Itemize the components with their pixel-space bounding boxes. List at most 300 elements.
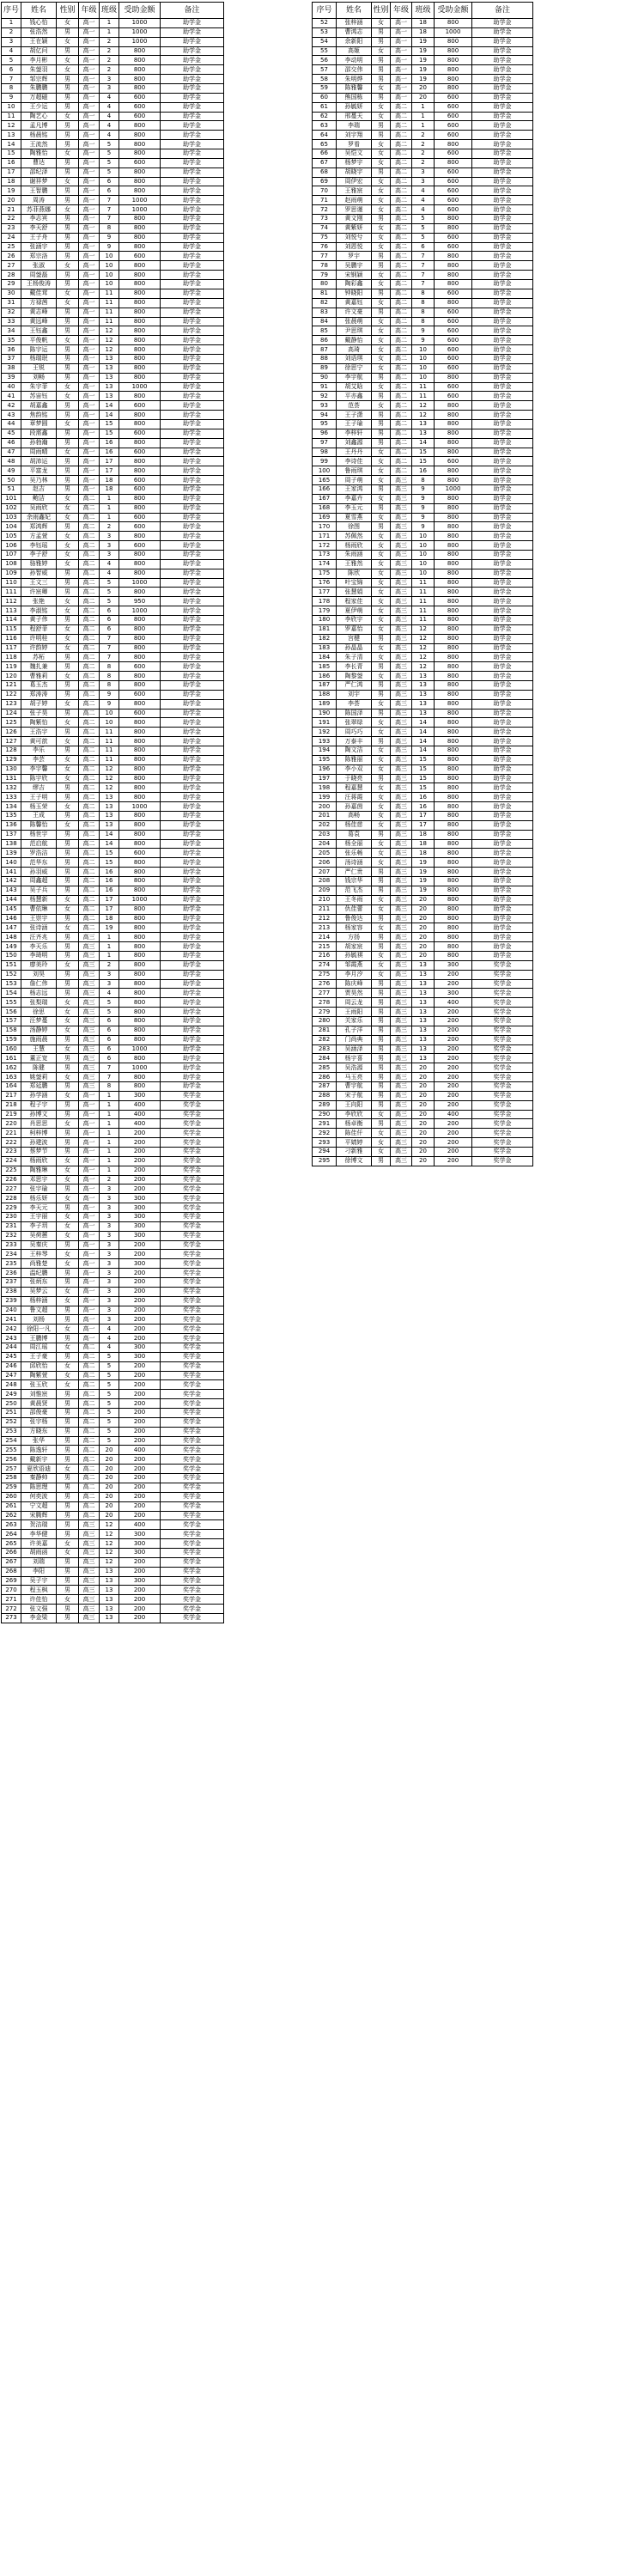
grade-cell: 高一 [79,102,100,112]
remark-cell: 助学金 [161,774,224,783]
class-cell: 13 [100,373,119,382]
table-row [2,1100,224,1110]
remark-cell: 助学金 [472,709,533,718]
table-row [2,1296,224,1306]
gender-cell: 女 [372,793,391,802]
class-cell: 14 [412,728,435,737]
name-cell: 邹宗辉 [21,75,57,84]
table-row [2,933,224,942]
gender-cell: 男 [57,131,79,140]
gender-cell: 女 [372,849,391,858]
table-row [313,252,533,261]
name-cell: 夏欣语迪 [21,1465,57,1474]
remark-cell: 助学金 [472,812,533,821]
remark-cell: 助学金 [472,466,533,476]
table-row [2,989,224,998]
class-cell: 11 [412,597,435,606]
class-cell: 3 [100,1194,119,1203]
amount-cell: 800 [119,783,161,793]
name-cell: 吴梦云 [21,1287,57,1296]
amount-cell: 800 [119,242,161,252]
table-row [2,1184,224,1194]
grade-cell: 高三 [391,1008,412,1017]
gender-cell: 女 [372,1147,391,1156]
gender-cell: 女 [372,578,391,588]
grade-cell: 高一 [79,326,100,336]
index-cell: 19 [2,186,21,196]
class-cell: 8 [100,662,119,672]
gender-cell: 女 [57,448,79,457]
grade-cell: 高二 [79,1343,100,1353]
index-cell: 254 [2,1436,21,1446]
remark-cell: 奖学金 [161,1175,224,1184]
gender-cell: 男 [57,1129,79,1138]
amount-cell: 600 [119,252,161,261]
class-cell: 17 [100,457,119,466]
gender-cell: 女 [57,960,79,970]
table-row [313,662,533,672]
amount-cell: 400 [435,998,472,1008]
grade-cell: 高三 [391,877,412,886]
grade-cell: 高二 [79,1465,100,1474]
index-cell: 130 [2,764,21,774]
name-cell: 李宇航 [337,373,372,382]
class-cell: 1 [100,1147,119,1156]
index-cell: 274 [313,960,337,970]
amount-cell: 200 [119,1595,161,1605]
gender-cell: 女 [372,401,391,411]
index-cell: 141 [2,868,21,877]
class-cell: 5 [100,578,119,588]
index-cell: 257 [2,1465,21,1474]
table-row [313,690,533,699]
name-cell: 刘悦兮 [337,233,372,242]
class-cell: 1 [100,951,119,960]
amount-cell: 200 [119,1492,161,1501]
table-row [313,1138,533,1148]
gender-cell: 男 [372,1100,391,1110]
gender-cell: 男 [372,56,391,65]
index-cell: 1 [2,19,21,28]
grade-cell: 高二 [391,298,412,308]
table-row [2,737,224,746]
grade-cell: 高二 [391,271,412,280]
gender-cell: 女 [372,923,391,933]
amount-cell: 1000 [119,37,161,46]
grade-cell: 高二 [79,606,100,616]
amount-cell: 600 [435,177,472,186]
grade-cell: 高三 [79,1081,100,1091]
grade-cell: 高三 [79,1073,100,1082]
amount-cell: 800 [435,746,472,756]
name-cell: 熊国栋 [337,93,372,102]
name-cell: 张慧娟 [337,588,372,597]
class-cell: 6 [100,1026,119,1035]
class-cell: 19 [412,65,435,75]
class-cell: 3 [100,1306,119,1315]
gender-cell: 男 [57,1035,79,1044]
index-cell: 241 [2,1315,21,1325]
name-cell: 苏菲燕娜 [21,205,57,215]
table-row [2,429,224,438]
amount-cell: 200 [119,1409,161,1418]
name-cell: 周蓥磊 [21,271,57,280]
remark-cell: 助学金 [161,728,224,737]
index-cell: 143 [2,886,21,895]
table-row [313,1119,533,1129]
index-cell: 133 [2,793,21,802]
amount-cell: 200 [435,1138,472,1148]
remark-cell: 助学金 [472,75,533,84]
name-cell: 徐图 [337,522,372,532]
amount-cell: 400 [435,1110,472,1119]
index-cell: 184 [313,653,337,662]
remark-cell: 助学金 [161,75,224,84]
grade-cell: 高三 [391,559,412,569]
table-row [313,167,533,177]
class-cell: 3 [100,1221,119,1231]
class-cell: 4 [100,102,119,112]
name-cell: 朱宇菲 [21,382,57,392]
index-cell: 256 [2,1455,21,1465]
name-cell: 戴新宇 [21,1455,57,1465]
amount-cell: 800 [435,728,472,737]
amount-cell: 800 [435,56,472,65]
index-cell: 195 [313,755,337,764]
index-cell: 175 [313,569,337,578]
gender-cell: 男 [57,681,79,691]
class-cell: 20 [412,93,435,102]
index-cell: 91 [313,382,337,392]
remark-cell: 助学金 [161,112,224,121]
gender-cell: 男 [57,476,79,485]
index-cell: 113 [2,606,21,616]
remark-cell: 助学金 [472,233,533,242]
grade-cell: 高二 [391,215,412,224]
name-cell: 李阳 [21,1567,57,1576]
table-row [2,233,224,242]
class-cell: 18 [412,849,435,858]
index-cell: 223 [2,1147,21,1156]
class-cell: 5 [100,158,119,167]
table-row [313,336,533,345]
grade-cell: 高一 [391,84,412,94]
table-row [313,121,533,131]
class-cell: 5 [100,1361,119,1371]
grade-cell: 高二 [391,112,412,121]
class-cell: 17 [412,812,435,821]
amount-cell: 800 [119,755,161,764]
gender-cell: 女 [57,634,79,643]
grade-cell: 高三 [391,1119,412,1129]
amount-cell: 800 [435,503,472,513]
remark-cell: 奖学金 [472,1054,533,1063]
amount-cell: 200 [119,1427,161,1436]
table-row [2,1548,224,1557]
grade-cell: 高二 [391,121,412,131]
gender-cell: 女 [57,904,79,914]
amount-cell: 800 [119,960,161,970]
table-row [2,709,224,718]
gender-cell: 女 [57,112,79,121]
grade-cell: 高三 [391,616,412,625]
grade-cell: 高二 [79,1352,100,1361]
gender-cell: 男 [57,140,79,149]
gender-cell: 女 [57,1194,79,1203]
class-cell: 9 [412,503,435,513]
name-cell: 程嘉慧 [337,783,372,793]
remark-cell: 助学金 [472,886,533,895]
class-cell: 13 [100,793,119,802]
name-cell: 万泰丰 [337,737,372,746]
index-cell: 132 [2,783,21,793]
name-cell: 方孟萱 [21,532,57,541]
class-cell: 12 [100,326,119,336]
amount-cell: 200 [435,1100,472,1110]
class-cell: 20 [100,1511,119,1520]
index-cell: 2 [2,27,21,37]
table-row [2,746,224,756]
class-cell: 20 [412,1100,435,1110]
gender-cell: 女 [57,1231,79,1240]
name-cell: 宋钢颖 [337,271,372,280]
name-cell: 黄紫妍 [337,223,372,233]
name-cell: 张子昊 [21,709,57,718]
index-cell: 217 [2,1091,21,1100]
grade-cell: 高二 [391,252,412,261]
class-cell: 13 [100,392,119,401]
index-cell: 288 [313,1091,337,1100]
table-row [2,186,224,196]
class-cell: 18 [412,27,435,37]
index-cell: 13 [2,131,21,140]
table-row [313,820,533,830]
index-cell: 171 [313,532,337,541]
table-row [313,401,533,411]
name-cell: 王文三 [21,578,57,588]
remark-cell: 奖学金 [161,1446,224,1455]
remark-cell: 助学金 [472,830,533,839]
remark-cell: 助学金 [161,793,224,802]
table-row [2,1361,224,1371]
name-cell: 夏伊萌 [337,606,372,616]
grade-cell: 高三 [391,989,412,998]
index-cell: 283 [313,1044,337,1054]
remark-cell: 助学金 [161,149,224,159]
index-cell: 76 [313,242,337,252]
amount-cell: 800 [119,261,161,271]
grade-cell: 高二 [79,597,100,606]
index-cell: 119 [2,662,21,672]
name-cell: 许佳怡 [21,1595,57,1605]
name-cell: 王子舟 [21,233,57,242]
index-cell: 214 [313,933,337,942]
table-row [313,177,533,186]
grade-cell: 高一 [79,1091,100,1100]
amount-cell: 200 [435,1054,472,1063]
name-cell: 周鑫超 [21,877,57,886]
index-cell: 151 [2,960,21,970]
table-row [2,1203,224,1213]
index-cell: 59 [313,84,337,94]
class-cell: 20 [412,904,435,914]
index-cell: 287 [313,1081,337,1091]
index-cell: 186 [313,672,337,681]
table-row [2,466,224,476]
class-cell: 13 [100,1567,119,1576]
grade-cell: 高三 [391,1147,412,1156]
table-row [2,1250,224,1259]
table-row [2,1147,224,1156]
index-cell: 87 [313,345,337,355]
table-row [2,1175,224,1184]
grade-cell: 高一 [79,298,100,308]
index-cell: 38 [2,363,21,373]
name-cell: 王锐 [21,363,57,373]
remark-cell: 奖学金 [161,1501,224,1511]
grade-cell: 高三 [391,550,412,559]
class-cell: 2 [100,56,119,65]
class-cell: 12 [412,624,435,634]
amount-cell: 800 [119,933,161,942]
index-cell: 253 [2,1427,21,1436]
index-cell: 197 [313,774,337,783]
name-cell: 周伊宏 [337,177,372,186]
grade-cell: 高一 [79,37,100,46]
grade-cell: 高二 [391,419,412,429]
class-cell: 13 [412,970,435,979]
amount-cell: 200 [119,1613,161,1623]
name-cell: 邵纪泽 [21,167,57,177]
grade-cell: 高二 [79,672,100,681]
remark-cell: 助学金 [472,634,533,643]
index-cell: 228 [2,1194,21,1203]
gender-cell: 女 [372,606,391,616]
name-cell: 李欣宇 [337,616,372,625]
amount-cell: 200 [119,1399,161,1409]
name-cell: 刘昊 [21,970,57,979]
gender-cell: 男 [57,196,79,205]
grade-cell: 高一 [79,1213,100,1222]
class-cell: 19 [412,858,435,868]
amount-cell: 800 [119,280,161,289]
grade-cell: 高三 [79,970,100,979]
class-cell: 2 [100,46,119,56]
amount-cell: 200 [119,1175,161,1184]
gender-cell: 男 [57,457,79,466]
name-cell: 李淑铭 [21,606,57,616]
remark-cell: 助学金 [161,476,224,485]
grade-cell: 高二 [79,923,100,933]
class-cell: 19 [412,886,435,895]
class-cell: 4 [100,131,119,140]
table-row [2,960,224,970]
class-cell: 7 [100,643,119,653]
table-row [2,354,224,363]
name-cell: 严仁鸿 [337,681,372,691]
gender-cell: 男 [57,783,79,793]
index-cell: 149 [2,942,21,952]
table-row [313,1063,533,1073]
index-cell: 182 [313,634,337,643]
class-cell: 13 [100,382,119,392]
grade-cell: 高二 [391,261,412,271]
index-cell: 259 [2,1483,21,1492]
grade-cell: 高二 [391,429,412,438]
gender-cell: 女 [372,802,391,812]
name-cell: 孙建波 [21,1138,57,1148]
class-cell: 10 [412,354,435,363]
class-cell: 20 [412,914,435,923]
index-cell: 128 [2,746,21,756]
amount-cell: 300 [119,1194,161,1203]
amount-cell: 800 [435,942,472,952]
header-remark: 备注 [472,3,533,19]
name-cell: 杨世宇 [21,830,57,839]
remark-cell: 助学金 [472,373,533,382]
grade-cell: 高三 [79,1054,100,1063]
remark-cell: 助学金 [161,820,224,830]
grade-cell: 高一 [79,1100,100,1110]
gender-cell: 男 [372,261,391,271]
remark-cell: 奖学金 [472,1156,533,1166]
gender-cell: 男 [57,215,79,224]
grade-cell: 高三 [391,1138,412,1148]
class-cell: 19 [100,923,119,933]
amount-cell: 800 [435,46,472,56]
amount-cell: 200 [119,1511,161,1520]
name-cell: 姚蓥莉 [21,1073,57,1082]
index-cell: 202 [313,820,337,830]
amount-cell: 600 [119,93,161,102]
index-cell: 4 [2,46,21,56]
index-cell: 22 [2,215,21,224]
grade-cell: 高三 [79,933,100,942]
table-row [2,1278,224,1288]
grade-cell: 高三 [391,578,412,588]
table-row [313,345,533,355]
class-cell: 20 [412,1138,435,1148]
amount-cell: 800 [119,84,161,94]
amount-cell: 1000 [119,802,161,812]
grade-cell: 高二 [391,242,412,252]
gender-cell: 女 [372,532,391,541]
gender-cell: 女 [372,970,391,979]
table-row [2,699,224,709]
remark-cell: 奖学金 [161,1474,224,1483]
class-cell: 4 [412,186,435,196]
remark-cell: 奖学金 [161,1352,224,1361]
amount-cell: 200 [119,1334,161,1343]
table-row [313,233,533,242]
gender-cell: 男 [57,989,79,998]
remark-cell: 奖学金 [161,1325,224,1334]
table-row [2,112,224,121]
amount-cell: 800 [119,616,161,625]
name-cell: 平俊帆 [21,336,57,345]
table-row [2,578,224,588]
gender-cell: 男 [57,1147,79,1156]
name-cell: 刘语琪 [337,354,372,363]
name-cell: 黄远峰 [21,317,57,326]
name-cell: 朱蓥羽 [21,65,57,75]
remark-cell: 助学金 [472,392,533,401]
name-cell: 施雨晨 [21,1035,57,1044]
remark-cell: 助学金 [472,131,533,140]
class-cell: 14 [412,718,435,728]
name-cell: 苏柘 [21,653,57,662]
gender-cell: 女 [372,196,391,205]
